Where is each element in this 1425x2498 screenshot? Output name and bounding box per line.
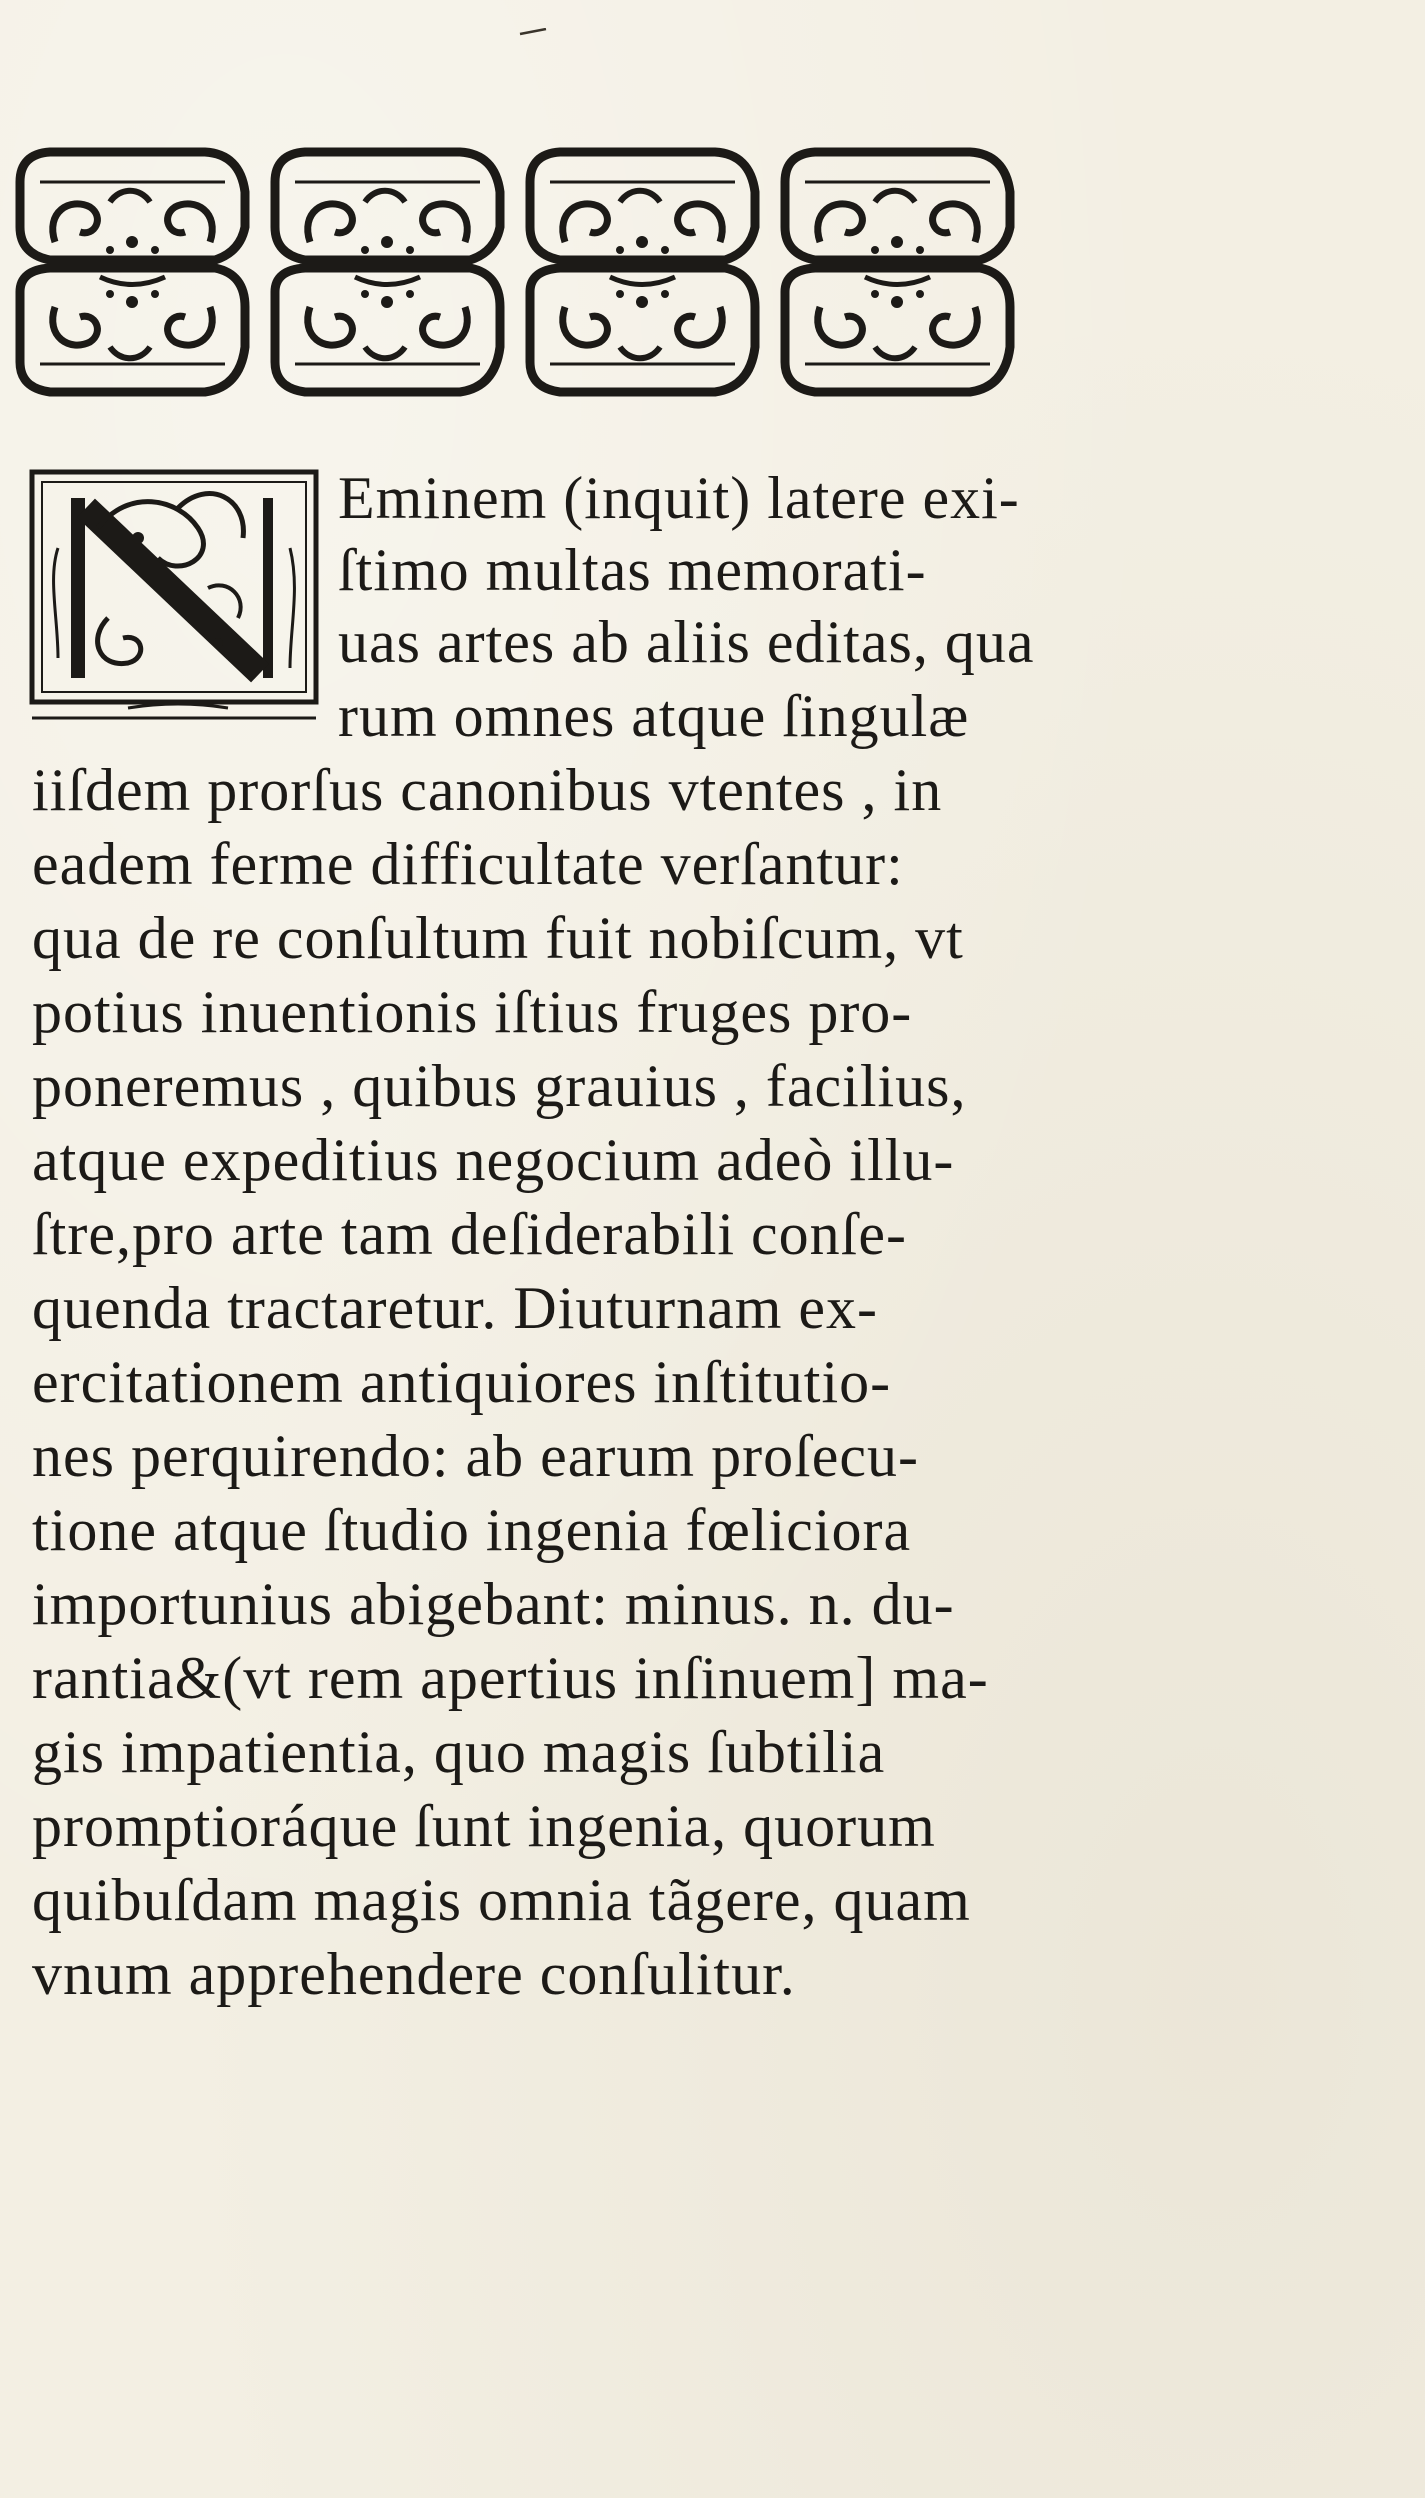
text-line: tione atque ſtudio ingenia fœliciora bbox=[32, 1497, 912, 1563]
text-line: importunius abigebant: minus. n. du- bbox=[32, 1571, 955, 1637]
text-line: qua de re conſultum fuit nobiſcum, vt bbox=[32, 905, 964, 971]
text-line: ſtre,pro arte tam deſiderabili conſe- bbox=[32, 1201, 907, 1267]
text-line: ercitationem antiquiores inſtitutio- bbox=[32, 1349, 892, 1415]
text-line: quenda tractaretur. Diuturnam ex- bbox=[32, 1275, 878, 1341]
text-line: nes perquirendo: ab earum proſecu- bbox=[32, 1423, 919, 1489]
text-line: iiſdem prorſus canonibus vtentes , in bbox=[32, 757, 943, 823]
text-line: rum omnes atque ſingulæ bbox=[338, 683, 970, 749]
headpiece-ornament-icon bbox=[0, 142, 1030, 412]
text-line: gis impatientia, quo magis ſubtilia bbox=[32, 1719, 886, 1785]
text-line: eadem ferme difficultate verſantur: bbox=[32, 831, 904, 897]
text-line: quibuſdam magis omnia tãgere, quam bbox=[32, 1867, 971, 1933]
ink-mark-icon bbox=[518, 28, 548, 36]
text-line: potius inuentionis iſtius fruges pro- bbox=[32, 979, 913, 1045]
text-line: ſtimo multas memorati- bbox=[338, 537, 927, 603]
text-line: Eminem (inquit) latere exi- bbox=[338, 465, 1020, 531]
text-line: promptioráque ſunt ingenia, quorum bbox=[32, 1793, 936, 1859]
text-line: poneremus , quibus grauius , facilius, bbox=[32, 1053, 967, 1119]
text-line: rantia&(vt rem apertius inſinuem] ma- bbox=[32, 1645, 989, 1711]
text-line: vnum apprehendere conſulitur. bbox=[32, 1941, 796, 2007]
text-line: atque expeditius negocium adeò illu- bbox=[32, 1127, 955, 1193]
decorated-initial-n-icon bbox=[28, 468, 320, 736]
text-line: uas artes ab aliis editas, qua bbox=[338, 609, 1035, 675]
